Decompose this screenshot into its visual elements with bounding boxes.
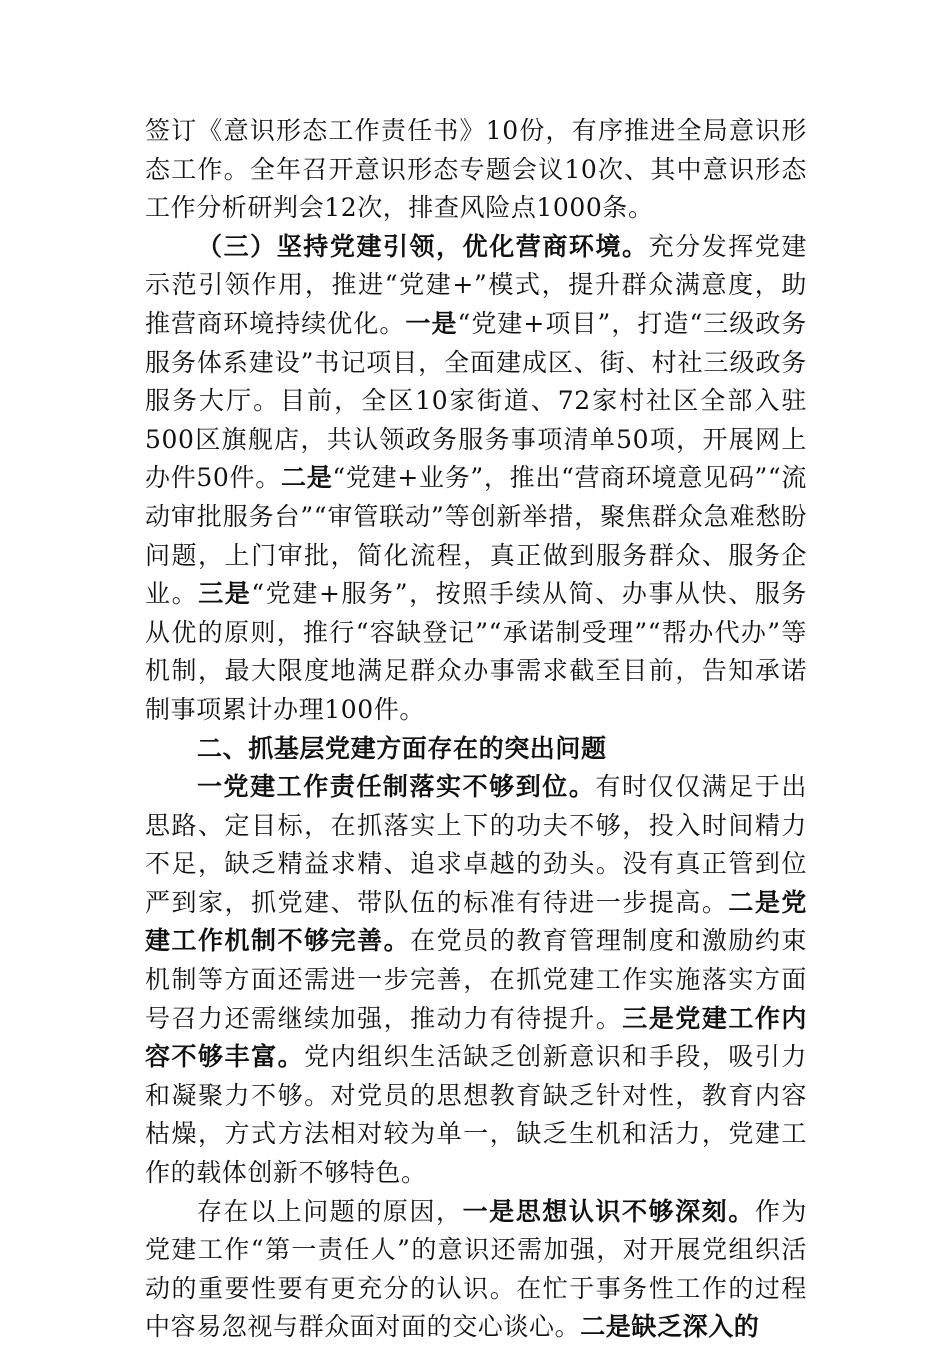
paragraph-text: 签订《意识形态工作责任书》10份，有序推进全局意识形态工作。全年召开意识形态专题会议10次、其中意识形态工作分析研判会12次，排查风险点1000条。 bbox=[145, 116, 807, 223]
point-label-1: 一是 bbox=[405, 308, 458, 338]
paragraph-text: “党建+项目”，打造“三级政务服务体系建设”书记项目，全面建成区、街、村社三级政务服务大厅。目前，全区10家街道、72家村社区全部入驻500区旗舰店，共认领政务服务事项清单50项，开展网上办件50件。 bbox=[145, 308, 807, 493]
paragraph-text: “党建+业务”，推出“营商环境意见码”“流动审批服务台”“审管联动”等创新举措，聚焦群众急难愁盼问题，上门审批，简化流程，真正做到服务群众、服务企业。 bbox=[145, 463, 808, 609]
point-label-3: 三是 bbox=[198, 579, 252, 609]
cause-label-2: 二是缺乏深入的 bbox=[580, 1312, 760, 1342]
paragraph-business-environment bbox=[145, 228, 807, 730]
paragraph-text: 作为党建工作“第一责任人”的意识还需加强，对开展党组织活动的重要性要有更充分的认识。在忙于事务性工作的过程中容易忽视与群众面对面的交心谈心。 bbox=[145, 1196, 807, 1342]
section-heading: 二、抓基层党建方面存在的突出问题 bbox=[197, 733, 607, 763]
document-page bbox=[145, 112, 807, 1347]
problem-label-1: 一党建工作责任制落实不够到位。 bbox=[197, 772, 596, 802]
paragraph-text: 充分发挥党建示范引领作用，推进“党建+”模式，提升群众满意度，助推营商环境持续优化。 bbox=[145, 231, 807, 338]
paragraph-text: 存在以上问题的原因， bbox=[197, 1196, 463, 1226]
paragraph-problems bbox=[145, 768, 807, 1193]
paragraph-text: 在党员的教育管理制度和激励约束机制等方面还需进一步完善，在抓党建工作实施落实方面号召力还需继续加强，推动力有待提升。 bbox=[145, 926, 807, 1033]
problem-label-3: 三是党建工作内容不够丰富。 bbox=[145, 1003, 807, 1072]
paragraph-ideology-work bbox=[145, 112, 807, 228]
point-label-2: 二是 bbox=[280, 463, 333, 493]
problem-label-2: 二是党建工作机制不够完善。 bbox=[145, 887, 807, 956]
paragraph-text: 有时仅仅满足于出思路、定目标，在抓落实上下的功夫不够，投入时间精力不足，缺乏精益求精、追求卓越的劲头。没有真正管到位严到家，抓党建、带队伍的标准有待进一步提高。 bbox=[145, 772, 807, 917]
section-title-3: （三）坚持党建引领，优化营商环境。 bbox=[197, 231, 649, 261]
paragraph-text: 党内组织生活缺乏创新意识和手段，吸引力和凝聚力不够。对党员的思想教育缺乏针对性，教育内容枯燥，方式方法相对较为单一，缺乏生机和活力，党建工作的载体创新不够特色。 bbox=[145, 1042, 807, 1188]
cause-label-1: 一是思想认识不够深刻。 bbox=[462, 1196, 755, 1226]
paragraph-text: “党建+服务”，按照手续从简、办事从快、服务从优的原则，推行“容缺登记”“承诺制受理”“帮办代办”等机制，最大限度地满足群众办事需求截至目前，告知承诺制事项累计办理100件。 bbox=[145, 579, 808, 724]
paragraph-causes bbox=[145, 1193, 807, 1347]
